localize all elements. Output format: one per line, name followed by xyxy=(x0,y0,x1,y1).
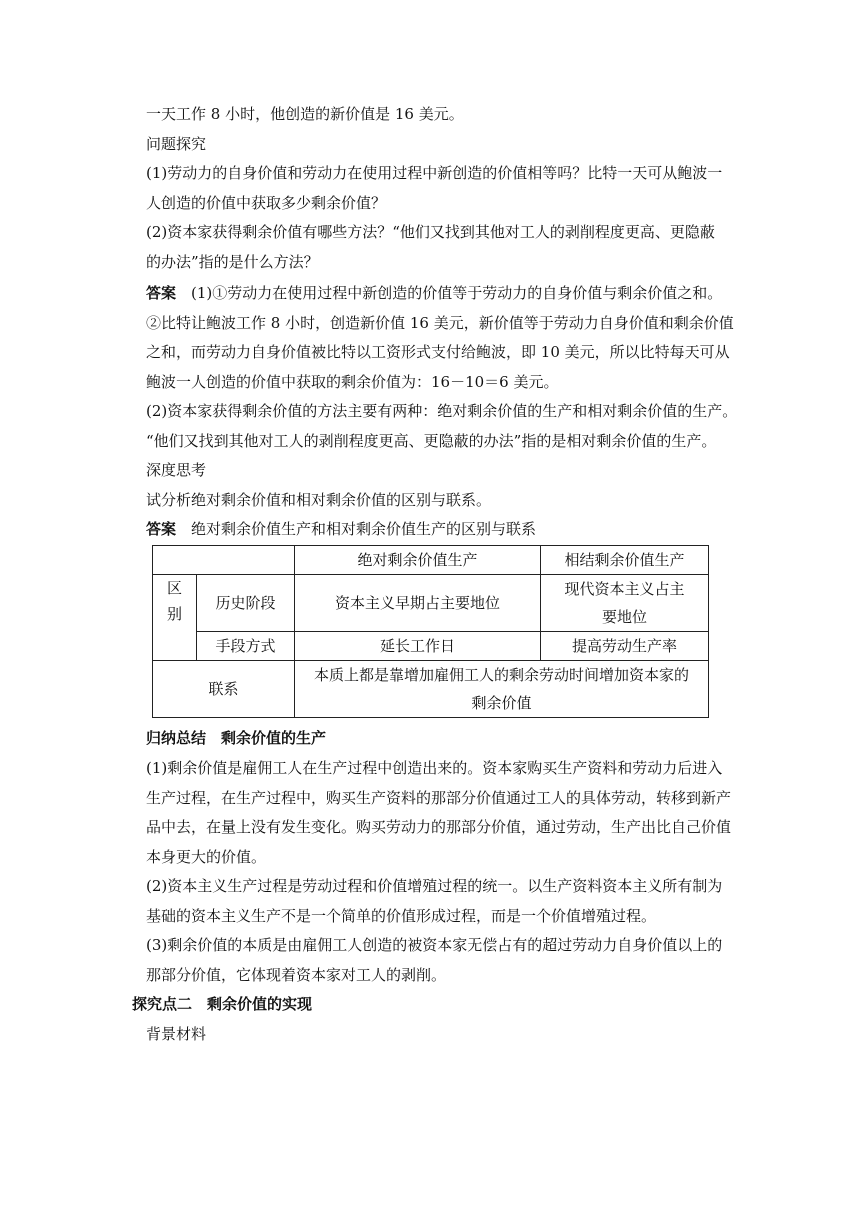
deep-thinking-question: 试分析绝对剩余价值和相对剩余价值的区别与联系。 xyxy=(146,491,492,509)
question-2-line-2: 的办法”指的是什么方法？ xyxy=(146,253,319,271)
table-row xyxy=(153,632,709,661)
table-row-label-historical-stage: 历史阶段 xyxy=(197,575,295,632)
table-cell: 延长工作日 xyxy=(295,632,541,661)
answer-line-2: ②比特让鲍波工作 8 小时，创造新价值 16 美元，新价值等于劳动力自身价值和剩余价值 xyxy=(146,314,734,332)
table-header-relative: 相结剩余价值生产 xyxy=(541,546,709,575)
answer-label: 答案 xyxy=(146,284,177,302)
answer-line-table-intro xyxy=(146,519,536,539)
summary-heading: 归纳总结 剩余价值的生产 xyxy=(146,729,327,747)
table-row-label-connection: 联系 xyxy=(153,661,295,718)
table-cell: 资本主义早期占主要地位 xyxy=(295,575,541,632)
table-row-label-means: 手段方式 xyxy=(197,632,295,661)
answer-line-5: (2)资本家获得剩余价值的方法主要有两种：绝对剩余价值的生产和相对剩余价值的生产。 xyxy=(146,402,738,420)
summary-line-4: 本身更大的价值。 xyxy=(146,848,267,866)
background-material-heading: 背景材料 xyxy=(146,1025,207,1043)
table-row xyxy=(153,546,709,575)
summary-line-5: (2)资本主义生产过程是劳动过程和价值增殖过程的统一。以生产资料资本主义所有制为 xyxy=(146,877,723,895)
table-header-absolute: 绝对剩余价值生产 xyxy=(295,546,541,575)
summary-line-8: 那部分价值，它体现着资本家对工人的剥削。 xyxy=(146,966,447,984)
table-cell-empty xyxy=(153,546,295,575)
table-row xyxy=(153,575,709,632)
answer-line-3: 之和，而劳动力自身价值被比特以工资形式支付给鲍波，即 10 美元，所以比特每天可从 xyxy=(146,343,730,361)
answer-line-6: “他们又找到其他对工人的剥削程度更高、更隐蔽的办法”指的是相对剩余价值的生产。 xyxy=(146,432,717,450)
text-line: 一天工作 8 小时，他创造的新价值是 16 美元。 xyxy=(146,105,464,123)
answer-label: 答案 xyxy=(146,520,177,538)
table-group-label-difference: 区 别 xyxy=(153,575,197,661)
summary-line-6: 基础的资本主义生产不是一个简单的价值形成过程，而是一个价值增殖过程。 xyxy=(146,907,657,925)
section-heading-inquiry: 问题探究 xyxy=(146,135,207,153)
section-heading-inquiry-point-2: 探究点二 剩余价值的实现 xyxy=(132,995,313,1013)
answer-text: 绝对剩余价值生产和相对剩余价值生产的区别与联系 xyxy=(191,520,537,538)
summary-line-1: (1)剩余价值是雇佣工人在生产过程中创造出来的。资本家购买生产资料和劳动力后进入 xyxy=(146,759,723,777)
table-cell: 现代资本主义占主 要地位 xyxy=(541,575,709,632)
answer-line-1 xyxy=(146,283,722,303)
section-heading-deep-thinking: 深度思考 xyxy=(146,461,207,479)
answer-text: (1)①劳动力在使用过程中新创造的价值等于劳动力的自身价值与剩余价值之和。 xyxy=(191,284,723,302)
summary-line-3: 品中去，在量上没有发生变化。购买劳动力的那部分价值，通过劳动，生产出比自己价值 xyxy=(146,818,732,836)
table-row xyxy=(153,661,709,718)
comparison-table xyxy=(152,545,709,718)
answer-line-4: 鲍波一人创造的价值中获取的剩余价值为：16－10＝6 美元。 xyxy=(146,373,559,391)
table-cell: 提高劳动生产率 xyxy=(541,632,709,661)
summary-line-2: 生产过程，在生产过程中，购买生产资料的那部分价值通过工人的具体劳动，转移到新产 xyxy=(146,789,732,807)
question-1-line-2: 人创造的价值中获取多少剩余价值？ xyxy=(146,194,387,212)
question-1-line-1: (1)劳动力的自身价值和劳动力在使用过程中新创造的价值相等吗？比特一天可从鲍波一 xyxy=(146,164,723,182)
summary-line-7: (3)剩余价值的本质是由雇佣工人创造的被资本家无偿占有的超过劳动力自身价值以上的 xyxy=(146,936,723,954)
table-cell: 本质上都是靠增加雇佣工人的剩余劳动时间增加资本家的 剩余价值 xyxy=(295,661,709,718)
question-2-line-1: (2)资本家获得剩余价值有哪些方法？“他们又找到其他对工人的剥削程度更高、更隐蔽 xyxy=(146,223,715,241)
